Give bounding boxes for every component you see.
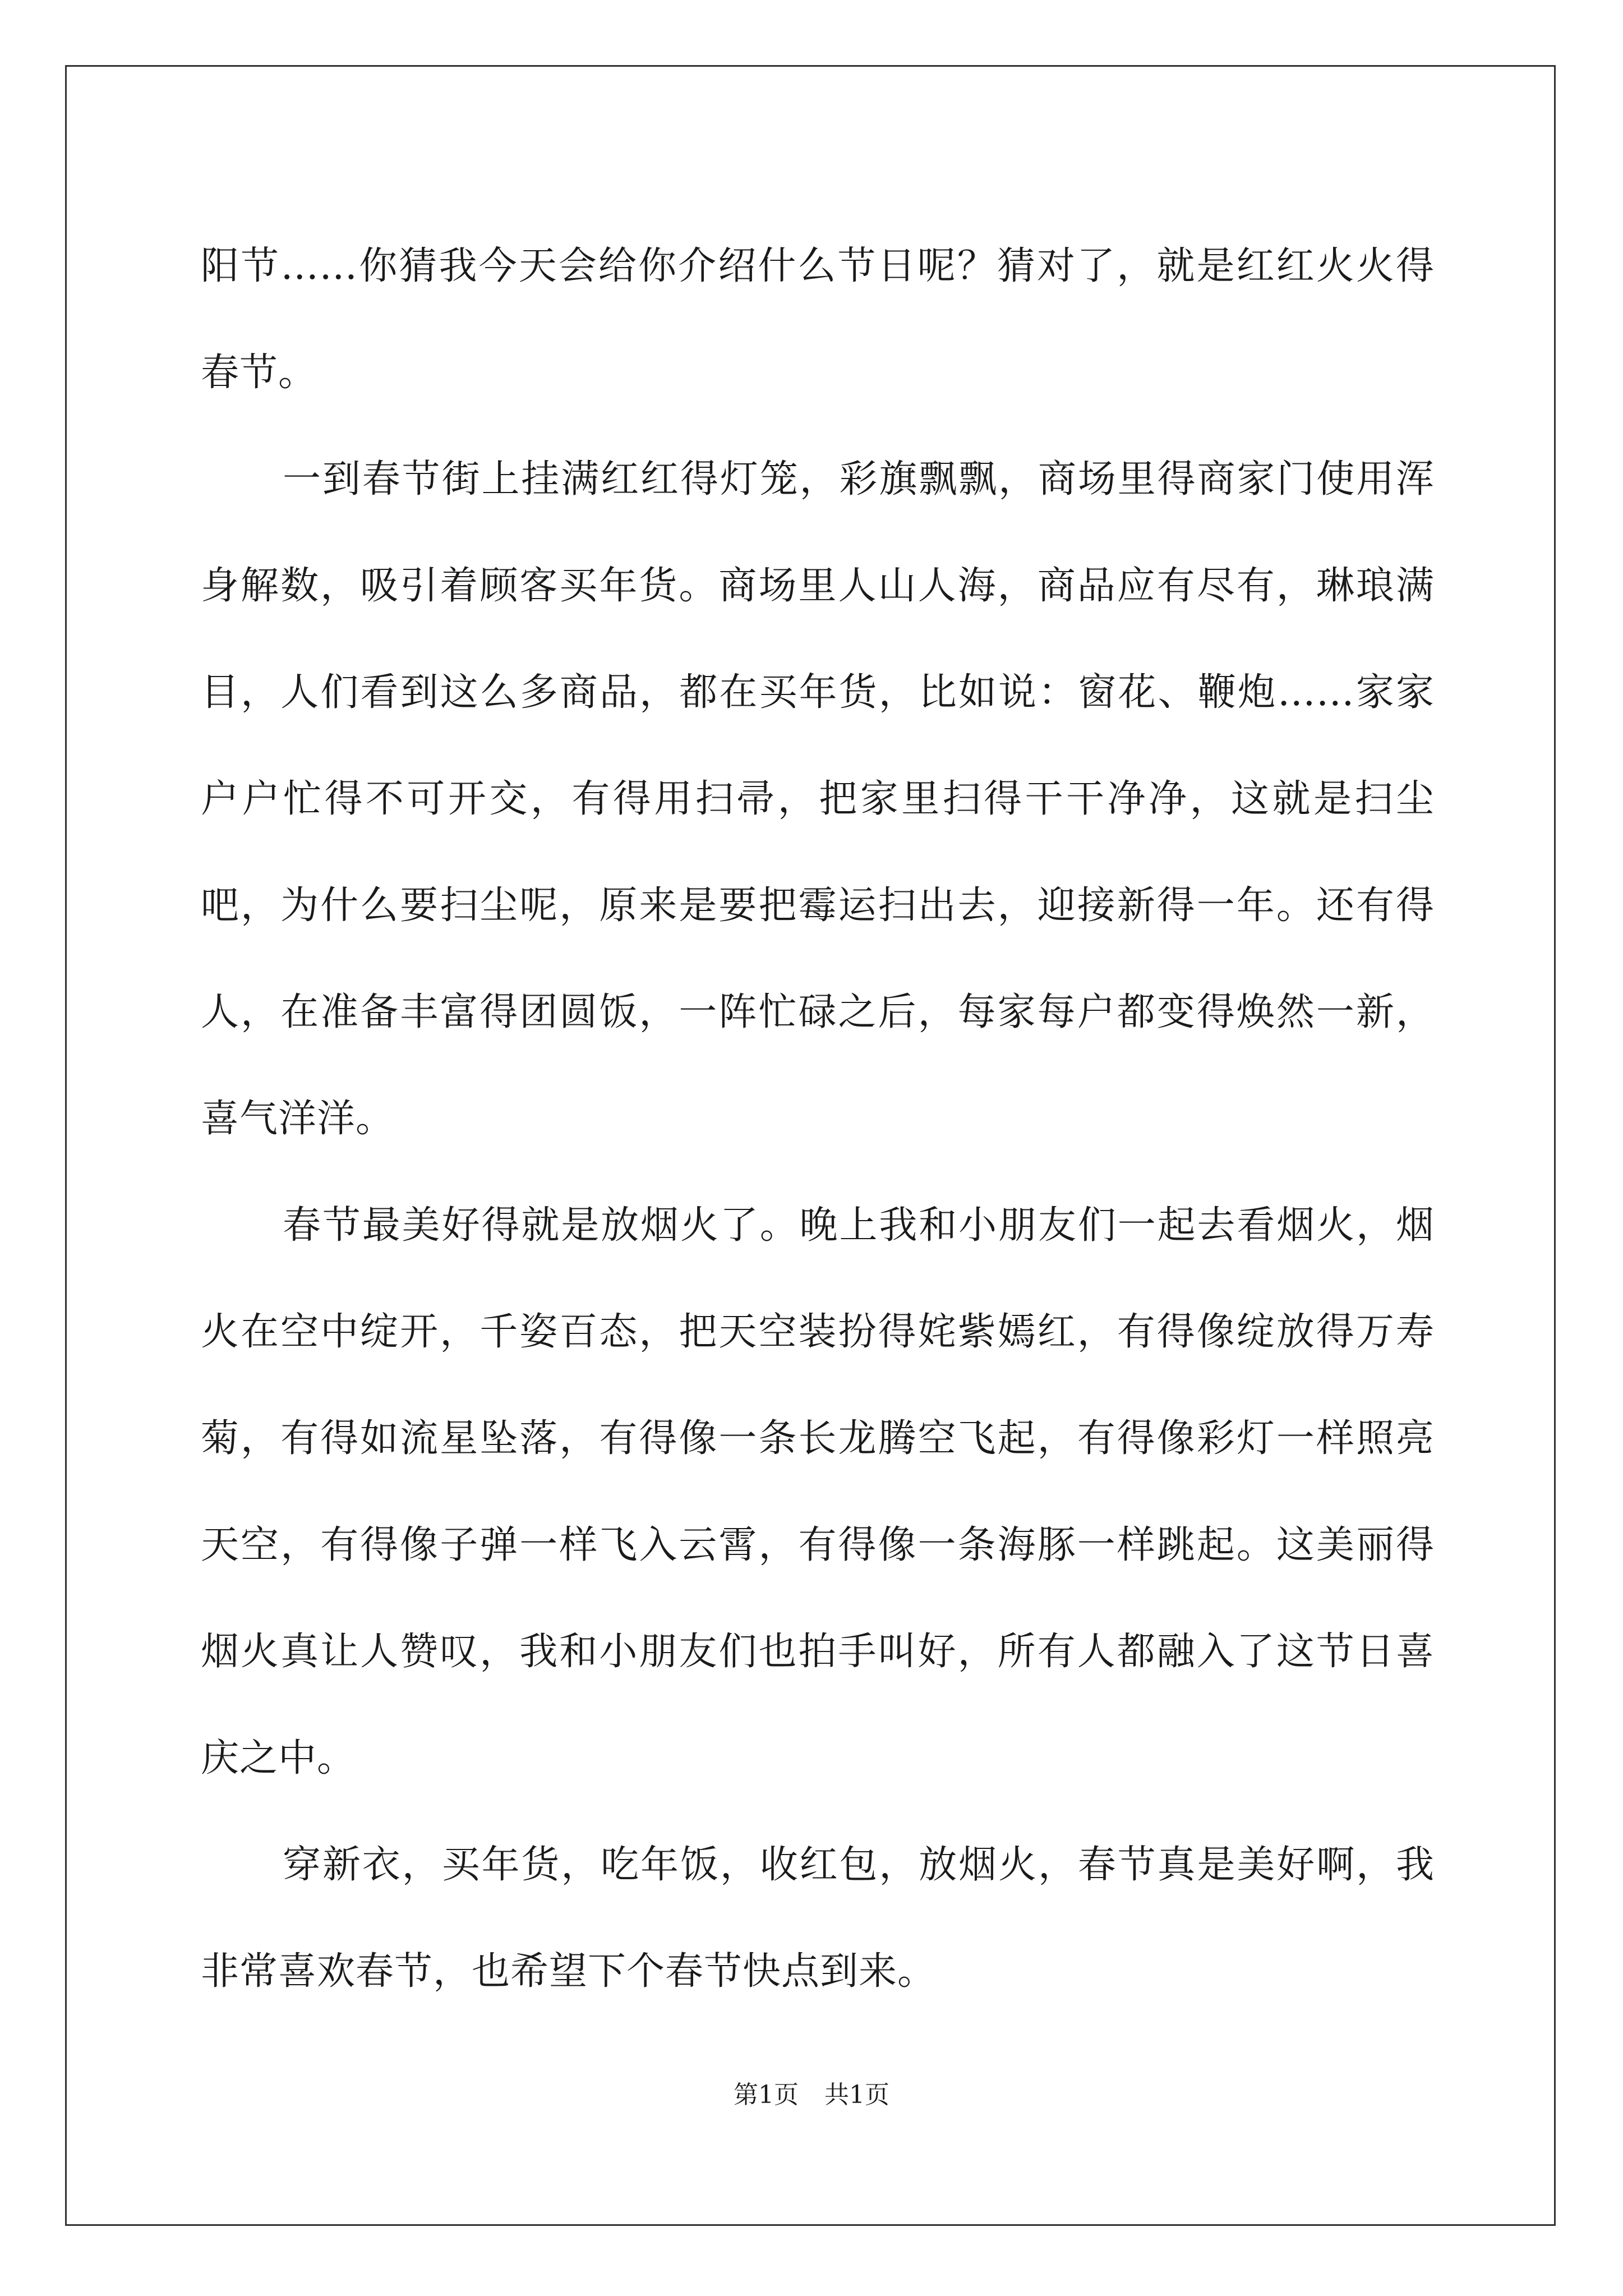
paragraph-3: 春节最美好得就是放烟火了。晚上我和小朋友们一起去看烟火，烟火在空中绽开，千姿百态，把天空装扮得姹紫嫣红，有得像绽放得万寿菊，有得如流星坠落，有得像一条长龙腾空飞起，有得像彩灯一样照亮天空，有得像子弹一样飞入云霄，有得像一条海豚一样跳起。这美丽得烟火真让人赞叹，我和小朋友们也拍手叫好，所有人都融入了这节日喜庆之中。 (201, 1203, 1435, 1780)
paragraph-4: 穿新衣，买年货，吃年饭，收红包，放烟火，春节真是美好啊，我非常喜欢春节，也希望下个春节快点到来。 (201, 1843, 1435, 1994)
document-body (201, 213, 1435, 2025)
page-number-total: 共1页 (824, 2081, 889, 2109)
page-number-current: 第1页 (734, 2081, 799, 2109)
page-footer (0, 2078, 1623, 2112)
paragraph-2: 一到春节街上挂满红红得灯笼，彩旗飘飘，商场里得商家门使用浑身解数，吸引着顾客买年货。商场里人山人海，商品应有尽有，琳琅满目，人们看到这么多商品，都在买年货，比如说：窗花、鞭炮……家家户户忙得不可开交，有得用扫帚，把家里扫得干干净净，这就是扫尘吧，为什么要扫尘呢，原来是要把霉运扫出去，迎接新得一年。还有得人，在准备丰富得团圆饭，一阵忙碌之后，每家每户都变得焕然一新，喜气洋洋。 (201, 457, 1435, 1141)
paragraph-1: 阳节……你猜我今天会给你介绍什么节日呢？猜对了，就是红红火火得春节。 (201, 244, 1435, 395)
